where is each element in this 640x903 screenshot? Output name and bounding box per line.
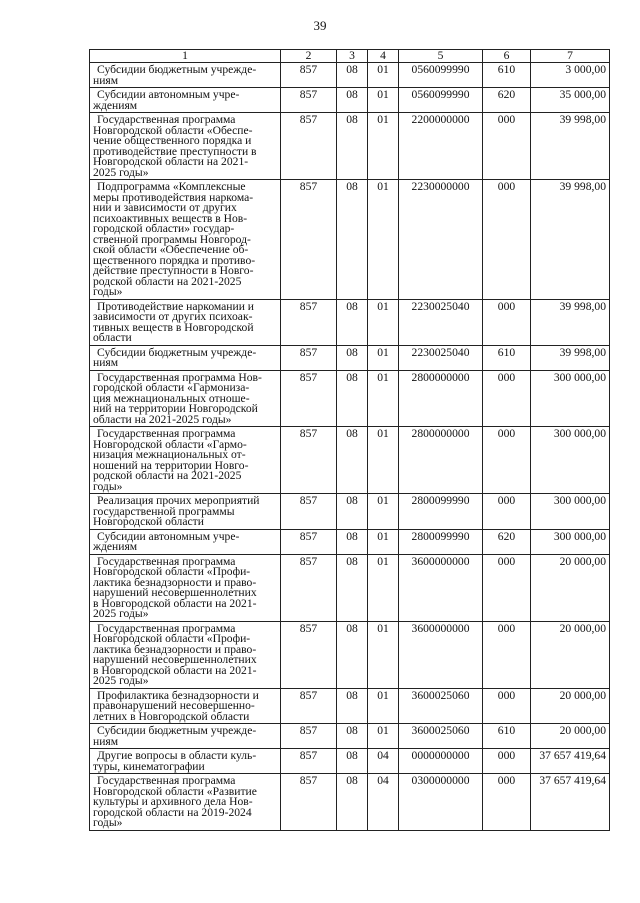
table-row: [90, 529, 610, 554]
row-name-cell: Субсидии бюджетным учрежде- ниям: [90, 345, 281, 370]
section-cell: 08: [337, 63, 368, 88]
subsection-cell: 01: [368, 688, 399, 724]
section-cell: 08: [337, 370, 368, 427]
table-row: [90, 774, 610, 831]
target-article-cell: 0560099990: [399, 88, 483, 113]
row-name-cell: Государственная программа Новгородской области «Развитие культуры и архивного дела Нов- городской области на 2019-2024 годы»: [90, 774, 281, 831]
target-article-cell: 0560099990: [399, 63, 483, 88]
row-name-cell: Субсидии бюджетным учрежде- ниям: [90, 724, 281, 749]
table-row: [90, 63, 610, 88]
target-article-cell: 2800000000: [399, 370, 483, 427]
subsection-cell: 01: [368, 529, 399, 554]
ministry-code-cell: 857: [281, 749, 337, 774]
table-row: [90, 88, 610, 113]
page-number: 39: [313, 18, 327, 33]
expense-type-cell: 000: [483, 370, 531, 427]
expense-type-cell: 000: [483, 299, 531, 345]
section-cell: 08: [337, 688, 368, 724]
table-row: [90, 554, 610, 621]
expense-type-cell: 000: [483, 427, 531, 494]
target-article-cell: 2230025040: [399, 345, 483, 370]
table-row: [90, 113, 610, 180]
subsection-cell: 01: [368, 63, 399, 88]
amount-cell: 37 657 419,64: [531, 774, 610, 831]
expense-type-cell: 620: [483, 529, 531, 554]
column-header-7: 7: [531, 50, 610, 63]
ministry-code-cell: 857: [281, 774, 337, 831]
subsection-cell: 01: [368, 621, 399, 688]
section-cell: 08: [337, 774, 368, 831]
table-row: [90, 724, 610, 749]
table-row: [90, 427, 610, 494]
ministry-code-cell: 857: [281, 180, 337, 300]
row-name-cell: Государственная программа Нов- городской области «Гармониза- ция межнациональных отноше- ний на территории Новгородской области на 2021-2025 годы»: [90, 370, 281, 427]
section-cell: 08: [337, 621, 368, 688]
target-article-cell: 2230025040: [399, 299, 483, 345]
ministry-code-cell: 857: [281, 113, 337, 180]
target-article-cell: 3600025060: [399, 688, 483, 724]
section-cell: 08: [337, 113, 368, 180]
table-row: [90, 299, 610, 345]
column-header-6: 6: [483, 50, 531, 63]
target-article-cell: 0300000000: [399, 774, 483, 831]
target-article-cell: 3600025060: [399, 724, 483, 749]
row-name-cell: Субсидии бюджетным учрежде- ниям: [90, 63, 281, 88]
expense-type-cell: 610: [483, 345, 531, 370]
amount-cell: 37 657 419,64: [531, 749, 610, 774]
table-body: [90, 63, 610, 831]
row-name-cell: Государственная программа Новгородской области «Профи- лактика безнадзорности и право- нарушений несовершеннолетних в Новгородской области на 2021- 2025 годы»: [90, 621, 281, 688]
amount-cell: 300 000,00: [531, 494, 610, 530]
ministry-code-cell: 857: [281, 63, 337, 88]
column-header-3: 3: [337, 50, 368, 63]
subsection-cell: 01: [368, 113, 399, 180]
ministry-code-cell: 857: [281, 621, 337, 688]
ministry-code-cell: 857: [281, 529, 337, 554]
subsection-cell: 01: [368, 427, 399, 494]
section-cell: 08: [337, 88, 368, 113]
ministry-code-cell: 857: [281, 345, 337, 370]
row-name-cell: Государственная программа Новгородской области «Гармо- низация межнациональных от- ношений на территории Новго- родской области на 2021-2025 годы»: [90, 427, 281, 494]
row-name-cell: Государственная программа Новгородской области «Обеспе- чение общественного порядка и противодействие преступности в Новгородской области на 2021- 2025 годы»: [90, 113, 281, 180]
amount-cell: 20 000,00: [531, 554, 610, 621]
expense-type-cell: 620: [483, 88, 531, 113]
subsection-cell: 01: [368, 88, 399, 113]
amount-cell: 3 000,00: [531, 63, 610, 88]
amount-cell: 300 000,00: [531, 427, 610, 494]
section-cell: 08: [337, 299, 368, 345]
target-article-cell: 0000000000: [399, 749, 483, 774]
expense-type-cell: 000: [483, 749, 531, 774]
expense-type-cell: 000: [483, 688, 531, 724]
subsection-cell: 01: [368, 345, 399, 370]
row-name-cell: Другие вопросы в области куль- туры, кинематографии: [90, 749, 281, 774]
expense-type-cell: 610: [483, 724, 531, 749]
table-row: [90, 494, 610, 530]
target-article-cell: 3600000000: [399, 621, 483, 688]
target-article-cell: 2230000000: [399, 180, 483, 300]
target-article-cell: 2200000000: [399, 113, 483, 180]
ministry-code-cell: 857: [281, 494, 337, 530]
subsection-cell: 04: [368, 749, 399, 774]
subsection-cell: 01: [368, 180, 399, 300]
subsection-cell: 01: [368, 370, 399, 427]
row-name-cell: Профилактика безнадзорности и правонарушений несовершенно- летних в Новгородской области: [90, 688, 281, 724]
ministry-code-cell: 857: [281, 299, 337, 345]
amount-cell: 300 000,00: [531, 529, 610, 554]
column-header-5: 5: [399, 50, 483, 63]
row-name-cell: Государственная программа Новгородской области «Профи- лактика безнадзорности и право- нарушений несовершеннолетних в Новгородской области на 2021- 2025 годы»: [90, 554, 281, 621]
budget-table: [89, 49, 610, 831]
table-row: [90, 688, 610, 724]
ministry-code-cell: 857: [281, 427, 337, 494]
expense-type-cell: 000: [483, 774, 531, 831]
table-row: [90, 370, 610, 427]
expense-type-cell: 000: [483, 621, 531, 688]
section-cell: 08: [337, 529, 368, 554]
section-cell: 08: [337, 724, 368, 749]
amount-cell: 39 998,00: [531, 345, 610, 370]
table-row: [90, 345, 610, 370]
ministry-code-cell: 857: [281, 88, 337, 113]
table-row: [90, 621, 610, 688]
subsection-cell: 01: [368, 299, 399, 345]
section-cell: 08: [337, 494, 368, 530]
section-cell: 08: [337, 554, 368, 621]
amount-cell: 20 000,00: [531, 621, 610, 688]
amount-cell: 20 000,00: [531, 688, 610, 724]
section-cell: 08: [337, 749, 368, 774]
ministry-code-cell: 857: [281, 370, 337, 427]
ministry-code-cell: 857: [281, 724, 337, 749]
expense-type-cell: 000: [483, 494, 531, 530]
row-name-cell: Противодействие наркомании и зависимости от других психоак- тивных веществ в Новгородской области: [90, 299, 281, 345]
expense-type-cell: 610: [483, 63, 531, 88]
amount-cell: 35 000,00: [531, 88, 610, 113]
target-article-cell: 3600000000: [399, 554, 483, 621]
section-cell: 08: [337, 345, 368, 370]
expense-type-cell: 000: [483, 180, 531, 300]
subsection-cell: 04: [368, 774, 399, 831]
subsection-cell: 01: [368, 554, 399, 621]
row-name-cell: Реализация прочих мероприятий государственной программы Новгородской области: [90, 494, 281, 530]
target-article-cell: 2800099990: [399, 494, 483, 530]
expense-type-cell: 000: [483, 554, 531, 621]
subsection-cell: 01: [368, 494, 399, 530]
row-name-cell: Субсидии автономным учре- ждениям: [90, 88, 281, 113]
column-header-2: 2: [281, 50, 337, 63]
table-row: [90, 180, 610, 300]
row-name-cell: Подпрограмма «Комплексные меры противодействия наркома- нии и зависимости от других психоактивных веществ в Нов- городской области» государ- ственной программы Новгород- ской области «Обеспечение об- щественного порядка и противо- действие преступности в Новго- родской области на 2021-2025 годы»: [90, 180, 281, 300]
amount-cell: 300 000,00: [531, 370, 610, 427]
amount-cell: 39 998,00: [531, 299, 610, 345]
ministry-code-cell: 857: [281, 554, 337, 621]
expense-type-cell: 000: [483, 113, 531, 180]
column-header-4: 4: [368, 50, 399, 63]
column-header-1: 1: [90, 50, 281, 63]
subsection-cell: 01: [368, 724, 399, 749]
target-article-cell: 2800099990: [399, 529, 483, 554]
amount-cell: 39 998,00: [531, 113, 610, 180]
amount-cell: 39 998,00: [531, 180, 610, 300]
section-cell: 08: [337, 180, 368, 300]
header-row: [90, 50, 610, 63]
section-cell: 08: [337, 427, 368, 494]
amount-cell: 20 000,00: [531, 724, 610, 749]
target-article-cell: 2800000000: [399, 427, 483, 494]
table-row: [90, 749, 610, 774]
row-name-cell: Субсидии автономным учре- ждениям: [90, 529, 281, 554]
ministry-code-cell: 857: [281, 688, 337, 724]
